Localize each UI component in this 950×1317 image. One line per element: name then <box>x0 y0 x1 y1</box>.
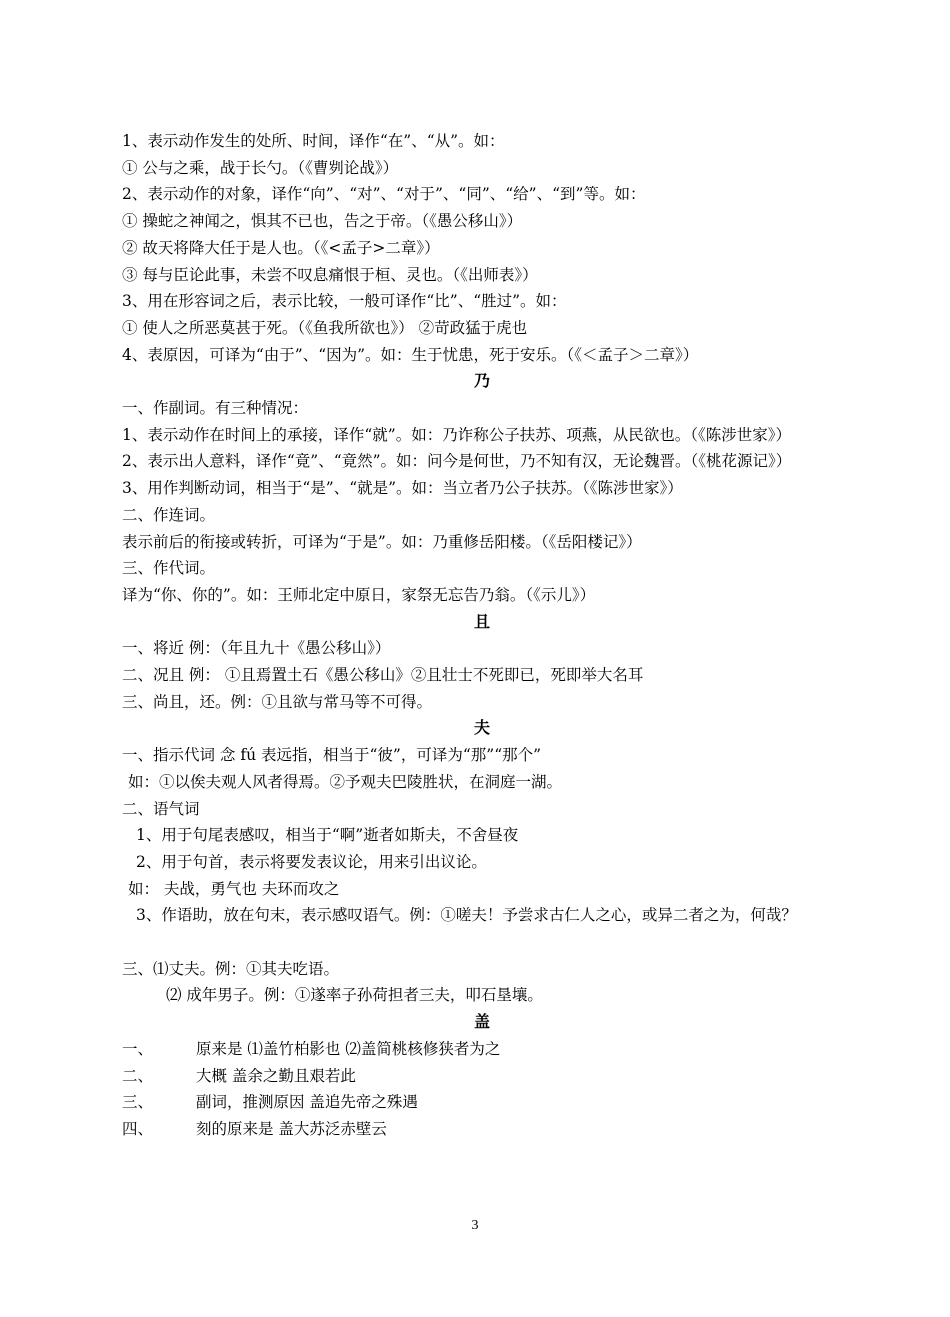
text-line: 二、语气词 <box>122 799 200 818</box>
document-body <box>122 128 842 1143</box>
text-line: 二、作连词。 <box>122 505 216 524</box>
blank-line <box>122 929 842 956</box>
text-line: 2、表示出人意料，译作“竟”、“竟然”。如：问今是何世，乃不知有汉，无论魏晋。（《桃花源记》） <box>122 452 792 471</box>
list-text: 原来是 ⑴盖竹柏影也 ⑵盖简桃核修狭者为之 <box>196 1039 501 1058</box>
list-number: 四、 <box>122 1120 154 1138</box>
list-text: 刻的原来是 盖大苏泛赤壁云 <box>196 1120 387 1138</box>
text-line: 三、作代词。 <box>122 559 216 578</box>
text-line: 表示前后的衔接或转折，可译为“于是”。如：乃重修岳阳楼。（《岳阳楼记》） <box>122 532 642 551</box>
text-line: 1、表示动作发生的处所、时间，译作“在”、“从”。如： <box>122 132 505 150</box>
text-line: ① 使人之所恶莫甚于死。（《鱼我所欲也》） ②苛政猛于虎也 <box>122 318 528 337</box>
text-line: 2、用于句首，表示将要发表议论，用来引出议论。 <box>136 852 487 871</box>
section-heading-fu: 夫 <box>473 718 490 738</box>
section-heading-gai: 盖 <box>473 1012 490 1032</box>
text-line: 如： 夫战，勇气也 夫环而攻之 <box>128 879 340 898</box>
text-line: 3、作语助，放在句末，表示感叹语气。例：①嗟夫！予尝求古仁人之心，或异二者之为，何哉？ <box>136 906 797 925</box>
list-item <box>122 1089 842 1116</box>
list-item <box>122 1036 842 1063</box>
list-text: 大概 盖余之勤且艰若此 <box>196 1066 356 1085</box>
text-line: ① 操蛇之神闻之，惧其不已也，告之于帝。（《愚公移山》） <box>122 212 523 231</box>
text-line: 1、表示动作在时间上的承接，译作“就”。如：乃诈称公子扶苏、项燕，从民欲也。（《陈涉世家》） <box>122 425 791 444</box>
text-line: 三、尚且，还。例：①且欲与常马等不可得。 <box>122 692 433 711</box>
text-line: 二、况且 例： ①且焉置土石《愚公移山》②且壮士不死即已，死即举大名耳 <box>122 666 644 685</box>
text-line: 2、表示动作的对象，译作“向”、“对”、“对于”、“同”、“给”、“到”等。如： <box>122 185 646 204</box>
section-heading-qie: 且 <box>473 611 490 631</box>
list-item <box>122 1063 842 1090</box>
text-line: ⑵ 成年男子。例：①遂率子孙荷担者三夫，叩石垦壤。 <box>166 986 543 1005</box>
text-line: 3、用在形容词之后，表示比较，一般可译作“比”、“胜过”。如： <box>122 292 567 311</box>
text-line: 一、指示代词 念 fú 表远指，相当于“彼”，可译为“那”“那个” <box>122 746 542 765</box>
text-line: 1、用于句尾表感叹，相当于“啊”逝者如斯夫，不舍昼夜 <box>136 826 519 845</box>
text-line: 如：①以俟夫观人风者得焉。②予观夫巴陵胜状，在洞庭一湖。 <box>128 772 563 791</box>
text-line: 译为“你、你的”。如：王师北定中原日，家祭无忘告乃翁。（《示儿》） <box>122 585 596 604</box>
text-line: 一、作副词。有三种情况： <box>122 399 309 418</box>
list-number: 一、 <box>122 1039 154 1058</box>
list-number: 三、 <box>122 1093 154 1112</box>
section-heading-nai: 乃 <box>473 371 490 391</box>
text-line: 3、用作判断动词，相当于“是”、“就是”。如：当立者乃公子扶苏。（《陈涉世家》） <box>122 479 683 498</box>
list-item <box>122 1116 842 1143</box>
text-line: 三、⑴丈夫。例：①其夫吃语。 <box>122 959 340 978</box>
text-line: ② 故天将降大任于是人也。（《<孟子>二章》） <box>122 238 440 257</box>
page-number: 3 <box>471 1218 479 1233</box>
text-line: 一、将近 例：（年且九十《愚公移山》） <box>122 639 391 658</box>
list-number: 二、 <box>122 1066 154 1085</box>
text-line: 4、表原因，可译为“由于”、“因为”。如：生于忧患，死于安乐。（《＜孟子＞二章》） <box>122 345 699 364</box>
list-text: 副词，推测原因 盖追先帝之殊遇 <box>196 1093 418 1112</box>
text-line: ③ 每与臣论此事，未尝不叹息痛恨于桓、灵也。（《出师表》） <box>122 265 538 284</box>
text-line: ① 公与之乘，战于长勺。（《曹刿论战》） <box>122 158 399 177</box>
